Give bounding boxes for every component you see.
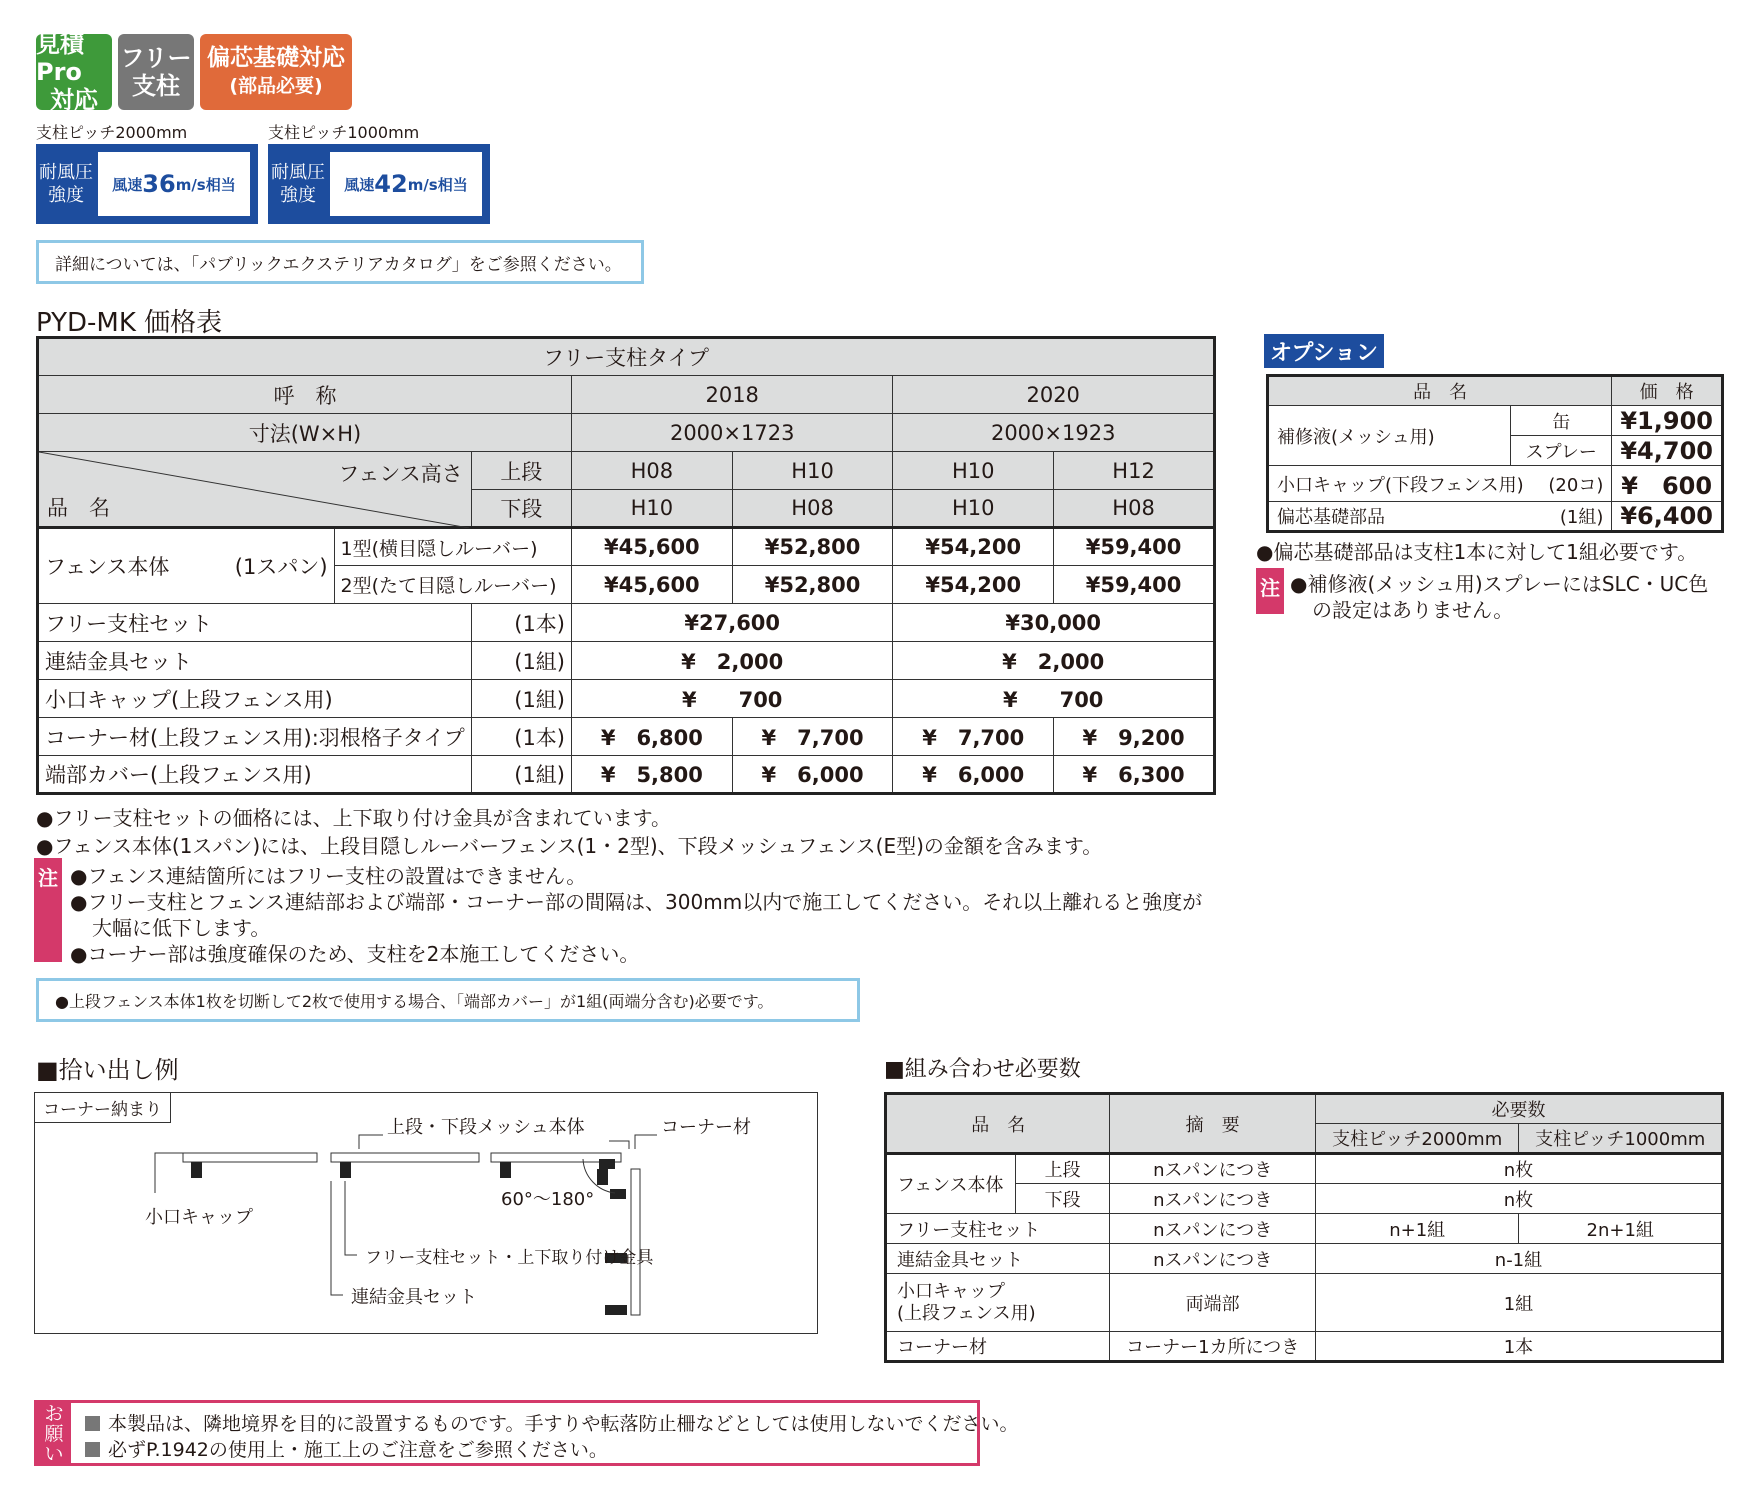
- comb-table: 品 名 摘 要 必要数 支柱ピッチ2000mm 支柱ピッチ1000mm フェンス本体 上段 nスパンにつき n枚 下段 nスパンにつき n枚 フリー支柱セット nスパンにつき n+1組 2n+1組 連結金具セット nスパンにつき n-1組 小口キャップ (上段フェンス用) 両端部 1組 コーナー材 コーナー1カ所につき 1本: [884, 1092, 1724, 1363]
- pickup-title: ■拾い出し例: [36, 1056, 179, 1084]
- caution-tag: 注: [34, 858, 62, 962]
- caution-line: ●フリー支柱とフェンス連結部および端部・コーナー部の間隔は、300mm以内で施工してください。それ以上離れると強度が: [70, 890, 1203, 914]
- option-table: 品 名 価 格 補修液(メッシュ用) 缶 ¥1,900 スプレー ¥4,700 小口キャップ(下段フェンス用) (20コ) ¥ 600 偏芯基礎部品 (1組) ¥6,400: [1266, 374, 1724, 533]
- caution-line: ●フェンス連結箇所にはフリー支柱の設置はできません。: [70, 864, 587, 888]
- table-title: PYD-MK 価格表: [36, 308, 223, 338]
- corner-diagram: コーナー納まり 上段・下段メッシュ本体 コーナー材 小口キャップ 60°～180° フリー支柱セット・上下取り付け金具 連結金具セット: [34, 1092, 818, 1334]
- badge-free-post: フリー 支柱: [118, 34, 194, 110]
- badge-mitsumori: 見積Pro 対応: [36, 34, 112, 110]
- wind-badge: 耐風圧 強度 風速 36 m/s相当: [36, 144, 258, 224]
- request-line: 必ずP.1942の使用上・施工上のご注意をご参照ください。: [85, 1435, 608, 1462]
- pitch-label: 支柱ピッチ1000mm: [268, 123, 420, 142]
- request-line: 本製品は、隣地境界を目的に設置するものです。手すりや転落防止柵などとしては使用しないでください。: [85, 1409, 1018, 1436]
- option-caution: の設定はありません。: [1312, 598, 1514, 622]
- badge-eccentric: 偏芯基礎対応 (部品必要): [200, 34, 352, 110]
- pitch-label: 支柱ピッチ2000mm: [36, 123, 188, 142]
- main-note: ●フリー支柱セットの価格には、上下取り付け金具が含まれています。: [36, 806, 672, 830]
- option-caution: ●補修液(メッシュ用)スプレーにはSLC・UC色: [1290, 572, 1709, 596]
- catalog-note: 詳細については、「パブリックエクステリアカタログ」をご参照ください。: [36, 240, 644, 284]
- caution-line: 大幅に低下します。: [92, 916, 271, 940]
- option-note: ●偏芯基礎部品は支柱1本に対して1組必要です。: [1256, 540, 1698, 564]
- caution-line: ●コーナー部は強度確保のため、支柱を2本施工してください。: [70, 942, 640, 966]
- request-tag: お 願 い: [37, 1403, 71, 1463]
- request-box: [34, 1400, 1019, 1466]
- cut-note: ●上段フェンス本体1枚を切断して2枚で使用する場合、「端部カバー」が1組(両端分含む)必要です。: [36, 978, 860, 1022]
- caution-tag: 注: [1256, 568, 1284, 614]
- comb-title: ■組み合わせ必要数: [884, 1057, 1081, 1082]
- price-table: フリー支柱タイプ 呼 称 2018 2020 寸法(W×H) 2000×1723 2000×1923 フェンス高さ 品 名 上段 H08 H10 H10 H12 下段 H10 H08 H10 H08 フェンス本体 (1スパン) 1型(横目隠しルーバー) ¥45,600 ¥52,800 ¥54,200 ¥59,400 2型(たて目隠しルーバー) ¥45,600 ¥52,800 ¥54,200 ¥59,400 フリー支柱セット (1本) ¥27,600 ¥30,000 連結金具セット (1組) ¥ 2,000 ¥ 2,000 小口キャップ(上段フェンス用) (1組) ¥ 700 ¥ 700 コーナー材(上段フェンス用):羽根格子タイプ (1本) ¥ 6,800 ¥ 7,700 ¥ 7,700 ¥ 9,200 端部カバー(上段フェンス用) (1組) ¥ 5,800 ¥ 6,000 ¥ 6,000 ¥ 6,300: [36, 336, 1216, 795]
- option-title: オプション: [1264, 334, 1384, 368]
- wind-badge: 耐風圧 強度 風速 42 m/s相当: [268, 144, 490, 224]
- main-note: ●フェンス本体(1スパン)には、上段目隠しルーバーフェンス(1・2型)、下段メッシュフェンス(E型)の金額を含みます。: [36, 834, 1103, 858]
